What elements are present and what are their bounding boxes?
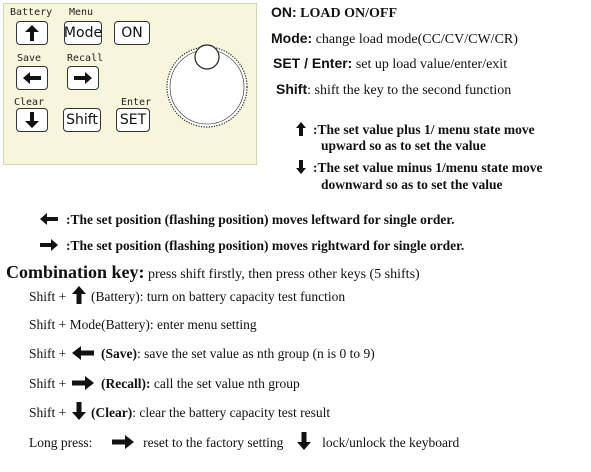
right-key[interactable] xyxy=(67,66,99,90)
right-arrow-icon xyxy=(72,376,94,390)
combo-battery-name: (Battery) xyxy=(91,289,140,304)
combo-recall-prefix: Shift + xyxy=(29,376,67,391)
on-key[interactable]: ON xyxy=(114,21,150,45)
mode-key[interactable]: Mode xyxy=(64,21,102,45)
combo-battery-text: : turn on battery capacity test function xyxy=(139,289,346,304)
up-arrow-icon xyxy=(296,122,306,136)
right-arrow-icon xyxy=(74,72,92,84)
left-desc: :The set position (flashing position) moves leftward for single order. xyxy=(66,212,455,227)
clear-label: Clear xyxy=(14,97,45,108)
right-arrow-icon xyxy=(40,239,58,251)
combo-row-battery xyxy=(29,289,345,305)
combo-row-save xyxy=(29,346,375,362)
shift-key[interactable]: Shift xyxy=(63,108,101,132)
up-arrow-icon xyxy=(25,25,39,41)
up-arrow-icon xyxy=(72,286,86,304)
combination-heading xyxy=(6,262,420,283)
right-arrow-icon xyxy=(112,435,134,449)
desc-on-text: LOAD ON/OFF xyxy=(296,6,398,21)
desc-set-enter xyxy=(273,55,507,73)
combo-recall-text: call the set value nth group xyxy=(150,376,300,391)
down-desc-line2: downward so as to set the value xyxy=(321,177,503,192)
long-press-lock: lock/unlock the keyboard xyxy=(322,435,460,450)
desc-on-key: ON: xyxy=(271,4,297,20)
left-arrow-icon xyxy=(40,213,58,225)
long-press-prefix: Long press: xyxy=(29,435,93,450)
down-arrow-icon xyxy=(297,432,311,450)
down-arrow-icon xyxy=(72,402,86,420)
down-arrow-icon xyxy=(296,160,306,174)
down-key[interactable] xyxy=(16,108,48,132)
desc-mode-text: change load mode(CC/CV/CW/CR) xyxy=(312,32,518,47)
left-key[interactable] xyxy=(16,66,48,90)
combo-save-name: (Save) xyxy=(101,346,137,361)
up-desc-line2: upward so as to set the value xyxy=(321,138,487,153)
recall-label: Recall xyxy=(67,53,104,64)
desc-shift xyxy=(276,81,511,99)
desc-shift-text: : shift the key to the second function xyxy=(307,83,512,98)
down-arrow-icon xyxy=(25,112,39,128)
keypad-panel xyxy=(3,3,257,165)
desc-mode-key: Mode: xyxy=(271,30,313,46)
battery-label: Battery xyxy=(10,7,53,18)
combo-save-prefix: Shift + xyxy=(29,346,67,361)
combo-row-mode: Shift + Mode(Battery): enter menu setting xyxy=(29,317,257,332)
combo-clear-text: : clear the battery capacity test result xyxy=(132,405,331,420)
combo-row-long-press xyxy=(29,435,459,451)
long-press-reset: reset to the factory setting xyxy=(143,435,284,450)
set-key[interactable]: SET xyxy=(116,108,150,132)
desc-set-enter-key: SET / Enter: xyxy=(273,55,353,71)
combo-row-clear xyxy=(29,405,330,421)
menu-label: Menu xyxy=(69,7,94,18)
combination-intro: press shift firstly, then press other keys (5 shifts) xyxy=(144,267,420,282)
combo-save-text: : save the set value as nth group (n is 0 to 9) xyxy=(137,346,375,361)
combo-clear-name: (Clear) xyxy=(91,405,133,420)
down-desc-line1: :The set value minus 1/menu state move xyxy=(313,160,543,175)
save-label: Save xyxy=(17,53,42,64)
desc-set-enter-text: set up load value/enter/exit xyxy=(352,57,508,72)
left-arrow-icon xyxy=(72,346,94,360)
desc-mode xyxy=(271,30,518,48)
combo-row-recall xyxy=(29,376,300,392)
rotary-knob[interactable] xyxy=(161,21,251,151)
left-arrow-icon xyxy=(23,72,41,84)
enter-label: Enter xyxy=(121,97,152,108)
combo-clear-prefix: Shift + xyxy=(29,405,67,420)
right-desc: :The set position (flashing position) moves rightward for single order. xyxy=(66,238,465,253)
up-key[interactable] xyxy=(16,21,48,45)
combo-recall-name: (Recall): xyxy=(101,376,151,391)
up-desc-line1: :The set value plus 1/ menu state move xyxy=(313,122,535,137)
combo-battery-prefix: Shift + xyxy=(29,289,67,304)
combination-title: Combination key: xyxy=(6,262,145,282)
desc-on xyxy=(271,4,397,22)
desc-shift-key: Shift xyxy=(276,81,308,97)
